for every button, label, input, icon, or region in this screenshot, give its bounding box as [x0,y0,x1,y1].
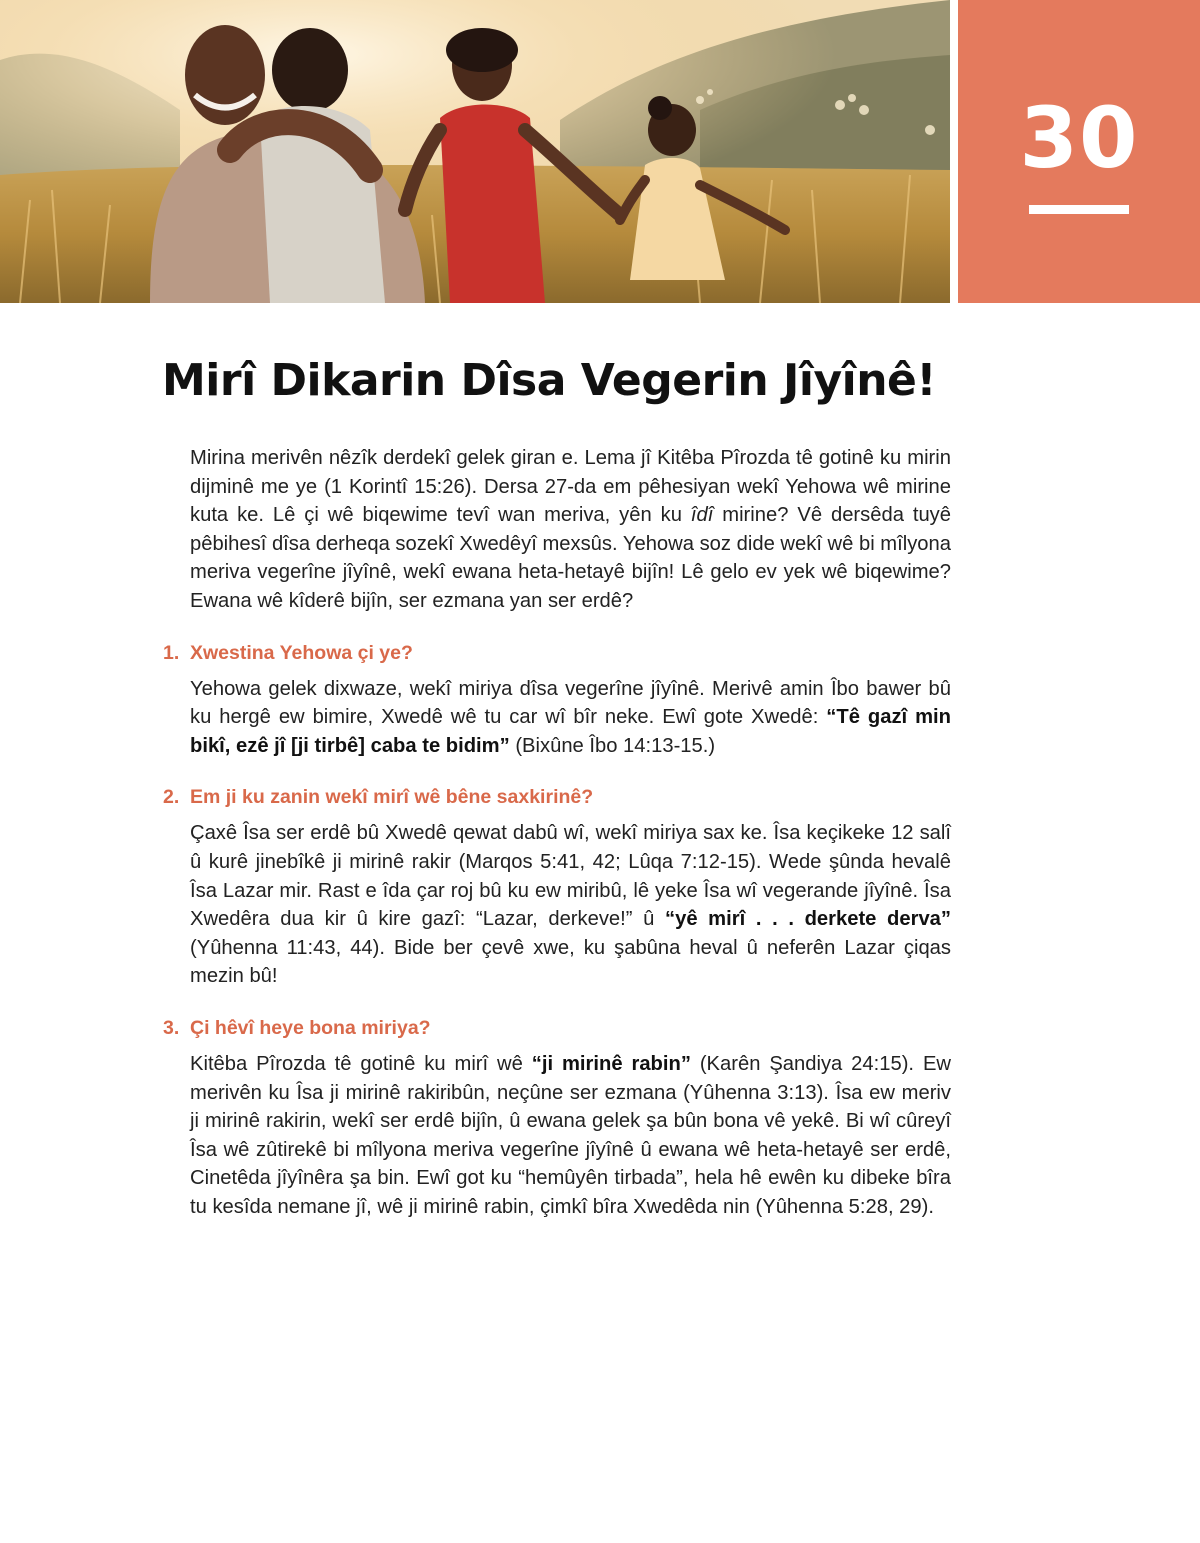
section-3-body [190,1050,951,1222]
section-3-heading [163,1015,951,1041]
badge-underline [1029,205,1129,214]
section-3-title: Çi hêvî heye bona miriya? [190,1016,431,1039]
section-1-title: Xwestina Yehowa çi ye? [190,641,413,664]
lesson-content [163,444,951,1221]
section-2-quote: “yê mirî . . . derkete derva” [665,908,951,931]
lesson-number: 30 [1019,89,1139,187]
section-1-text-2: (Bixûne Îbo 14:13-15.) [509,734,716,757]
section-1-number: 1. [163,641,180,664]
section-3-quote: “ji mirinê rabin” [531,1052,691,1075]
intro-text-1: Mirina merivên nêzîk derdekî gelek giran e. Lema jî Kitêba Pîrozda tê gotinê ku mirin dijminê me ye (1 Korintî 15:26). Dersa 27-da em pêhesiyan wekî Yehowa wê mirine kuta ke. Lê çi wê biqewime tevî wan meriva, yên ku [190,447,951,527]
intro-emphasis: îdî [690,504,714,527]
section-3-number: 3. [163,1016,180,1039]
section-1-quote: “Tê gazî min bikî, ezê jî [ji tirbê] caba te bidim” [190,706,951,757]
section-2-text-2: (Yûhenna 11:43, 44). Bide ber çevê xwe, ku şabûna heval û neferên Lazar çiqas mezin bû! [190,936,951,988]
hero-photo [0,0,950,303]
section-2-heading [163,784,951,810]
intro-paragraph [190,444,951,616]
section-1-heading [163,640,951,666]
section-2-text-1: Çaxê Îsa ser erdê bû Xwedê qewat dabû wî, wekî miriya sax ke. Îsa keçikeke 12 salî û kurê jinebîkê ji mirinê rakir (Marqos 5:41, 42; Lûqa 7:12-15). Wede şûnda hevalê Îsa Lazar mir. Rast e îda çar roj bû ku ew miribû, lê yeke Îsa wî vegerande jîyînê. Îsa Xwedêra dua kir û kire gazî: “Lazar, derkeve!” û [190,822,951,931]
section-2-number: 2. [163,786,180,809]
section-1-body [190,675,951,761]
section-1-text-1: Yehowa gelek dixwaze, wekî miriya dîsa vegerîne jîyînê. Merivê amin Îbo bawer bû ku hergê ew bimire, Xwedê wê tu car wî bîr neke. Ewî gote Xwedê: [190,677,951,729]
page-title: Mirî Dikarin Dîsa Vegerin Jîyînê! [162,355,936,406]
intro-text-2: mirine? Vê dersêda tuyê pêbihesî dîsa derheqa sozekî Xwedêyî mexsûs. Yehowa soz dide wekî wê bi mîlyona meriva vegerîne jîyînê, wekî ewana heta-hetayê bijîn! Lê gelo ev yek wê biqewime? Ewana wê kîderê bijîn, ser ezmana yan ser erdê? [190,504,951,612]
section-3-text-2: (Karên Şandiya 24:15). Ew merivên ku Îsa ji mirinê rakiribûn, neçûne ser ezmana (Yûhenna 3:13). Îsa ew meriv ji mirinê rakirin, wekî ser erdê bijîn, û ewana gelek şa bûn bona vê yekê. Bi wî cûreyî Îsa wê zûtirekê bi mîlyona meriva vegerîne jîyînê û ewana wê heta-hetayê ser erdê, Cinetêda jîyînêra şa bin. Ewî got ku “hemûyên tirbada”, hela hê ewên ku dibeke bîra tu kesîda nemane jî, wê ji mirinê rabin, çimkî bîra Xwedêda nin (Yûhenna 5:28, 29). [190,1052,951,1218]
section-3-text-1: Kitêba Pîrozda tê gotinê ku mirî wê [190,1052,532,1075]
lesson-number-badge [958,0,1200,303]
family-in-field-photo [0,0,950,303]
section-2-title: Em ji ku zanin wekî mirî wê bêne saxkirinê? [190,786,594,809]
section-2-body [190,819,951,991]
